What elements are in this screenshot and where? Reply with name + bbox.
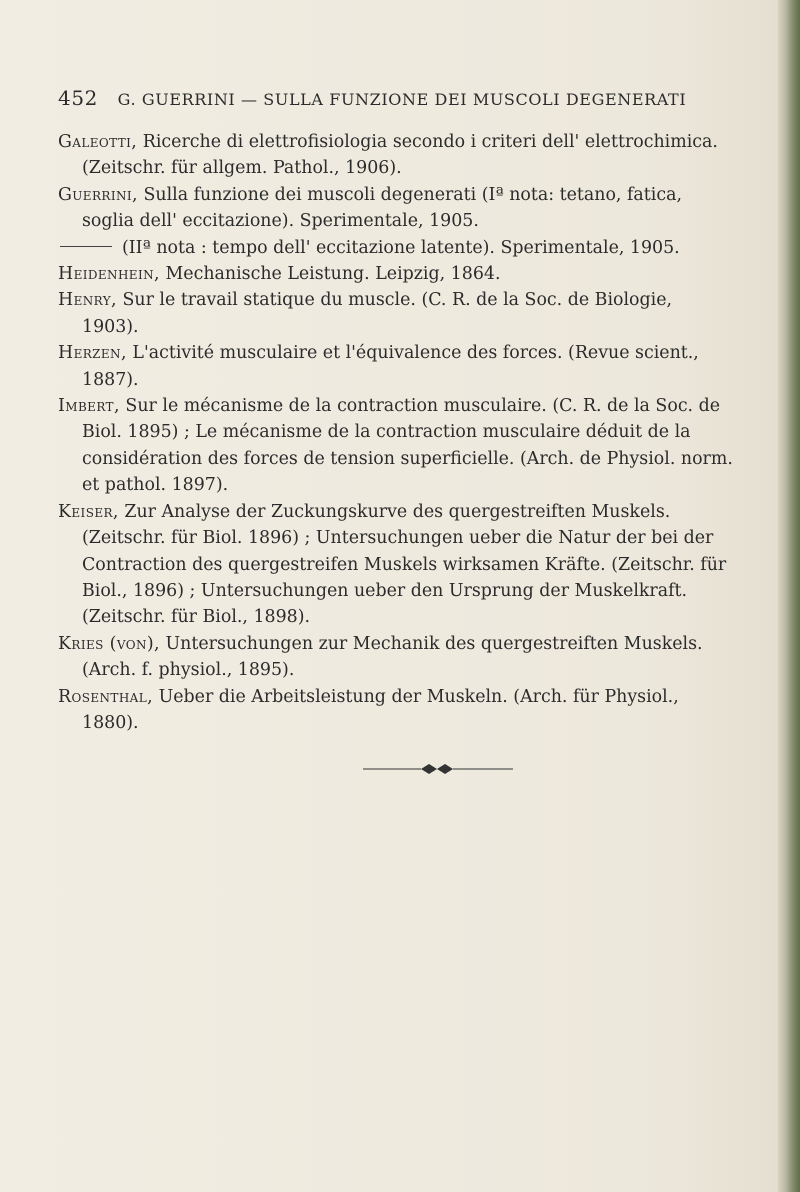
bib-entry-henry (58, 287, 733, 340)
end-ornament-icon (363, 763, 513, 775)
ditto-dash (60, 246, 112, 247)
bib-author: Rosenthal, (58, 686, 154, 707)
bib-entry-keiser (58, 499, 733, 631)
page-edge (778, 0, 800, 1192)
bibliography-list (58, 129, 733, 736)
bib-text: Sur le travail statique du muscle. (C. R. de la Soc. de Biologie, 1903). (82, 290, 673, 337)
page-number: 452 (58, 86, 98, 110)
bib-author: Heidenhein, (58, 264, 160, 285)
bib-author: Imbert, (58, 396, 120, 417)
bib-entry-rosenthal (58, 684, 733, 737)
bib-text: Untersuchungen zur Mechanik des quergestreiften Muskels. (Arch. f. physiol., 1895). (82, 633, 703, 681)
bib-entry-herzen (58, 340, 733, 393)
bib-text: (IIª nota : tempo dell' eccitazione latente). Sperimentale, 1905. (122, 237, 680, 258)
bib-author: Henry, (58, 290, 117, 311)
bib-author: Guerrini, (58, 184, 138, 205)
bib-entry-kries (58, 631, 733, 684)
bib-author: Kries (von), (58, 633, 160, 654)
running-title: G. GUERRINI — SULLA FUNZIONE DEI MUSCOLI DEGENERATI (117, 90, 687, 109)
bib-text: Ueber die Arbeitsleistung der Muskeln. (Arch. für Physiol., 1880). (82, 686, 679, 733)
bib-text: Sulla funzione dei muscoli degenerati (Iª nota: tetano, fatica, soglia dell' eccitazione). Sperimentale, 1905. (82, 184, 682, 232)
bib-text: L'activité musculaire et l'équivalence des forces. (Revue scient., 1887). (82, 343, 699, 390)
bib-entry-guerrini (58, 182, 733, 235)
bib-entry-imbert (58, 393, 733, 499)
bib-author: Keiser, (58, 501, 119, 522)
bib-author: Herzen, (58, 343, 127, 364)
bib-text: Sur le mécanisme de la contraction musculaire. (C. R. de la Soc. de Biol. 1895) ; Le mécanisme de la contraction musculaire déduit de la considération des forces de tension superficielle. (Arch. de Physiol. norm. et pathol. 1897). (82, 396, 733, 496)
bib-entry-heidenhein (58, 261, 733, 287)
running-header (58, 86, 718, 110)
bib-entry-galeotti (58, 129, 733, 182)
bib-text: Ricerche di elettrofisiologia secondo i criteri dell' elettrochimica. (Zeitschr. für allgem. Pathol., 1906). (82, 132, 718, 179)
bib-author: Galeotti, (58, 132, 138, 152)
bib-text: Mechanische Leistung. Leipzig, 1864. (159, 264, 501, 285)
bib-entry-guerrini-2 (58, 235, 733, 261)
bib-text: Zur Analyse der Zuckungskurve des quergestreiften Muskels. (Zeitschr. für Biol. 1896) ; Untersuchungen ueber die Natur der bei der Contraction des quergestreifen Muskels wirksamen Kräfte. (Zeitschr. für Biol., 1896) ; Untersuchungen ueber den Ursprung der Muskelkraft. (Zeitschr. für Biol., 1898). (82, 501, 727, 628)
